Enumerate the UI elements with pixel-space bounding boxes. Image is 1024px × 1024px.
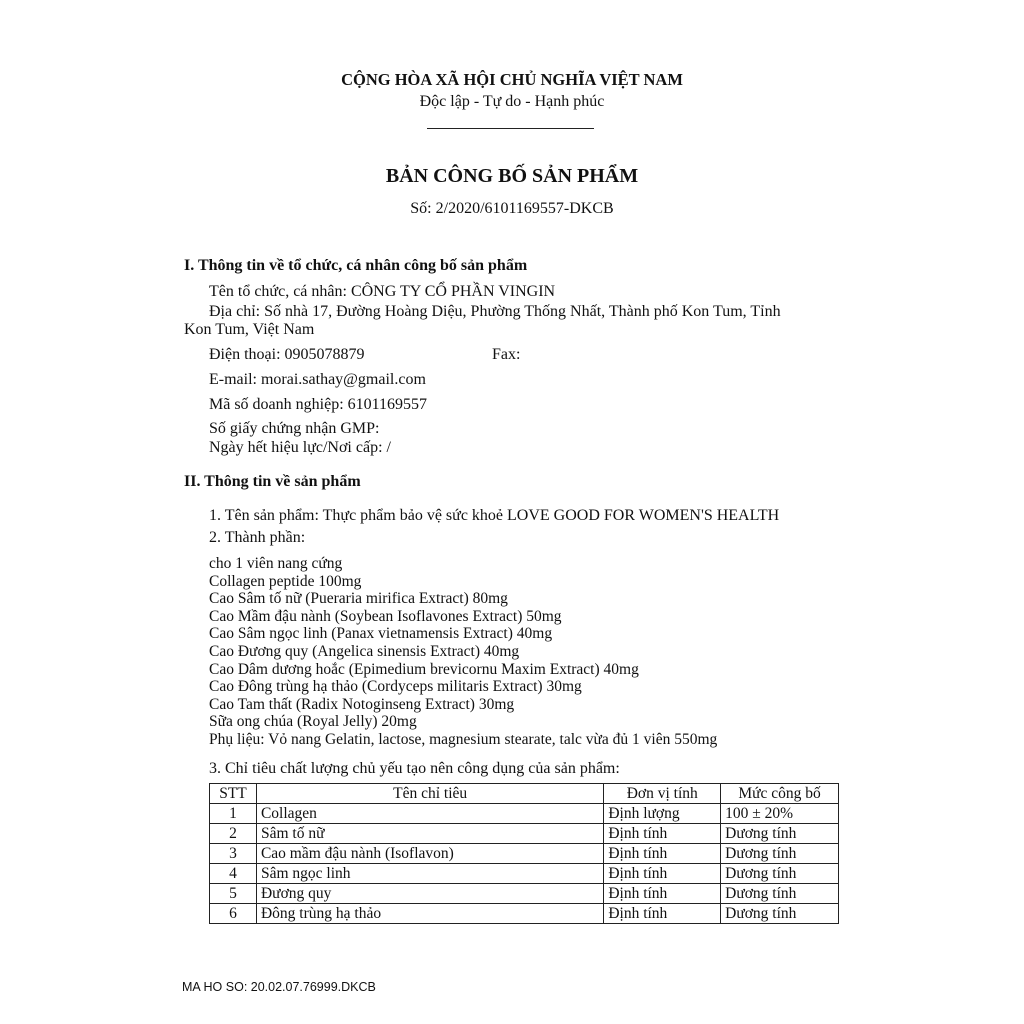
- table-row: [210, 884, 839, 904]
- header-divider: [427, 128, 594, 129]
- cell-unit: Định tính: [604, 904, 721, 924]
- record-code-footer: MA HO SO: 20.02.07.76999.DKCB: [182, 980, 376, 994]
- cell-stt: 1: [210, 804, 257, 824]
- document-title: BẢN CÔNG BỐ SẢN PHẨM: [385, 165, 639, 187]
- ingredient-item: Cao Tam thất (Radix Notoginseng Extract) 30mg: [209, 695, 515, 713]
- cell-unit: Định tính: [604, 864, 721, 884]
- ingredient-item: Cao Sâm ngọc linh (Panax vietnamensis Extract) 40mg: [209, 625, 553, 643]
- phone: Điện thoại: 0905078879: [209, 346, 365, 363]
- ingredient-item: Sữa ong chúa (Royal Jelly) 20mg: [209, 713, 417, 731]
- header-declared-level: Mức công bố: [721, 784, 839, 804]
- table-header-row: [210, 784, 839, 804]
- cell-criteria: Sâm ngọc linh: [256, 864, 603, 884]
- cell-criteria: Đông trùng hạ thảo: [256, 904, 603, 924]
- table-row: [210, 904, 839, 924]
- organization-name: Tên tổ chức, cá nhân: CÔNG TY CỔ PHẦN VINGIN: [209, 283, 556, 300]
- tax-code: Mã số doanh nghiệp: 6101169557: [209, 396, 428, 413]
- quality-table: [209, 783, 839, 924]
- cell-level: 100 ± 20%: [721, 804, 839, 824]
- gmp-certificate: Số giấy chứng nhận GMP:: [209, 420, 380, 437]
- section-2-heading: II. Thông tin về sản phẩm: [184, 473, 361, 490]
- address-line-1: Địa chỉ: Số nhà 17, Đường Hoàng Diệu, Phường Thống Nhất, Thành phố Kon Tum, Tỉnh: [209, 303, 781, 320]
- cell-level: Dương tính: [721, 904, 839, 924]
- cell-level: Dương tính: [721, 864, 839, 884]
- excipients: Phụ liệu: Vỏ nang Gelatin, lactose, magnesium stearate, talc vừa đủ 1 viên 550mg: [209, 730, 718, 748]
- cell-stt: 4: [210, 864, 257, 884]
- nation-header: CỘNG HÒA XÃ HỘI CHỦ NGHĨA VIỆT NAM: [341, 70, 683, 89]
- motto: Độc lập - Tự do - Hạnh phúc: [419, 93, 605, 110]
- header-criteria: Tên chỉ tiêu: [256, 784, 603, 804]
- expiry-issuer: Ngày hết hiệu lực/Nơi cấp: /: [209, 439, 391, 456]
- ingredient-item: Cao Đương quy (Angelica sinensis Extract) 40mg: [209, 642, 520, 660]
- header-unit: Đơn vị tính: [604, 784, 721, 804]
- ingredient-list: [209, 555, 717, 749]
- cell-stt: 5: [210, 884, 257, 904]
- cell-level: Dương tính: [721, 824, 839, 844]
- ingredient-item: Cao Mầm đậu nành (Soybean Isoflavones Extract) 50mg: [209, 607, 562, 625]
- quality-criteria-label: 3. Chỉ tiêu chất lượng chủ yếu tạo nên công dụng của sản phẩm:: [209, 760, 620, 777]
- cell-level: Dương tính: [721, 884, 839, 904]
- ingredient-item: Cao Dâm dương hoắc (Epimedium brevicornu Maxim Extract) 40mg: [209, 660, 639, 678]
- cell-stt: 6: [210, 904, 257, 924]
- product-name: 1. Tên sản phẩm: Thực phẩm bảo vệ sức khoẻ LOVE GOOD FOR WOMEN'S HEALTH: [209, 507, 780, 524]
- cell-stt: 3: [210, 844, 257, 864]
- cell-criteria: Đương quy: [256, 884, 603, 904]
- fax: Fax:: [492, 346, 521, 363]
- cell-criteria: Cao mầm đậu nành (Isoflavon): [256, 844, 603, 864]
- header-stt: STT: [210, 784, 257, 804]
- cell-unit: Định tính: [604, 884, 721, 904]
- cell-stt: 2: [210, 824, 257, 844]
- composition-label: 2. Thành phần:: [209, 529, 306, 546]
- ingredient-item: Collagen peptide 100mg: [209, 572, 362, 590]
- cell-unit: Định tính: [604, 844, 721, 864]
- section-1-heading: I. Thông tin về tổ chức, cá nhân công bố sản phẩm: [184, 257, 528, 274]
- cell-criteria: Sâm tố nữ: [256, 824, 603, 844]
- table-row: [210, 824, 839, 844]
- document-number: Số: 2/2020/6101169557-DKCB: [410, 200, 614, 217]
- email: E-mail: morai.sathay@gmail.com: [209, 371, 426, 388]
- table-row: [210, 864, 839, 884]
- cell-criteria: Collagen: [256, 804, 603, 824]
- cell-unit: Định tính: [604, 824, 721, 844]
- table-row: [210, 804, 839, 824]
- address-line-2: Kon Tum, Việt Nam: [184, 321, 315, 338]
- ingredient-item: Cao Sâm tố nữ (Pueraria mirifica Extract) 80mg: [209, 590, 508, 608]
- cell-level: Dương tính: [721, 844, 839, 864]
- ingredient-item: Cao Đông trùng hạ thảo (Cordyceps militaris Extract) 30mg: [209, 678, 582, 696]
- ingredient-item: cho 1 viên nang cứng: [209, 555, 343, 572]
- table-row: [210, 844, 839, 864]
- cell-unit: Định lượng: [604, 804, 721, 824]
